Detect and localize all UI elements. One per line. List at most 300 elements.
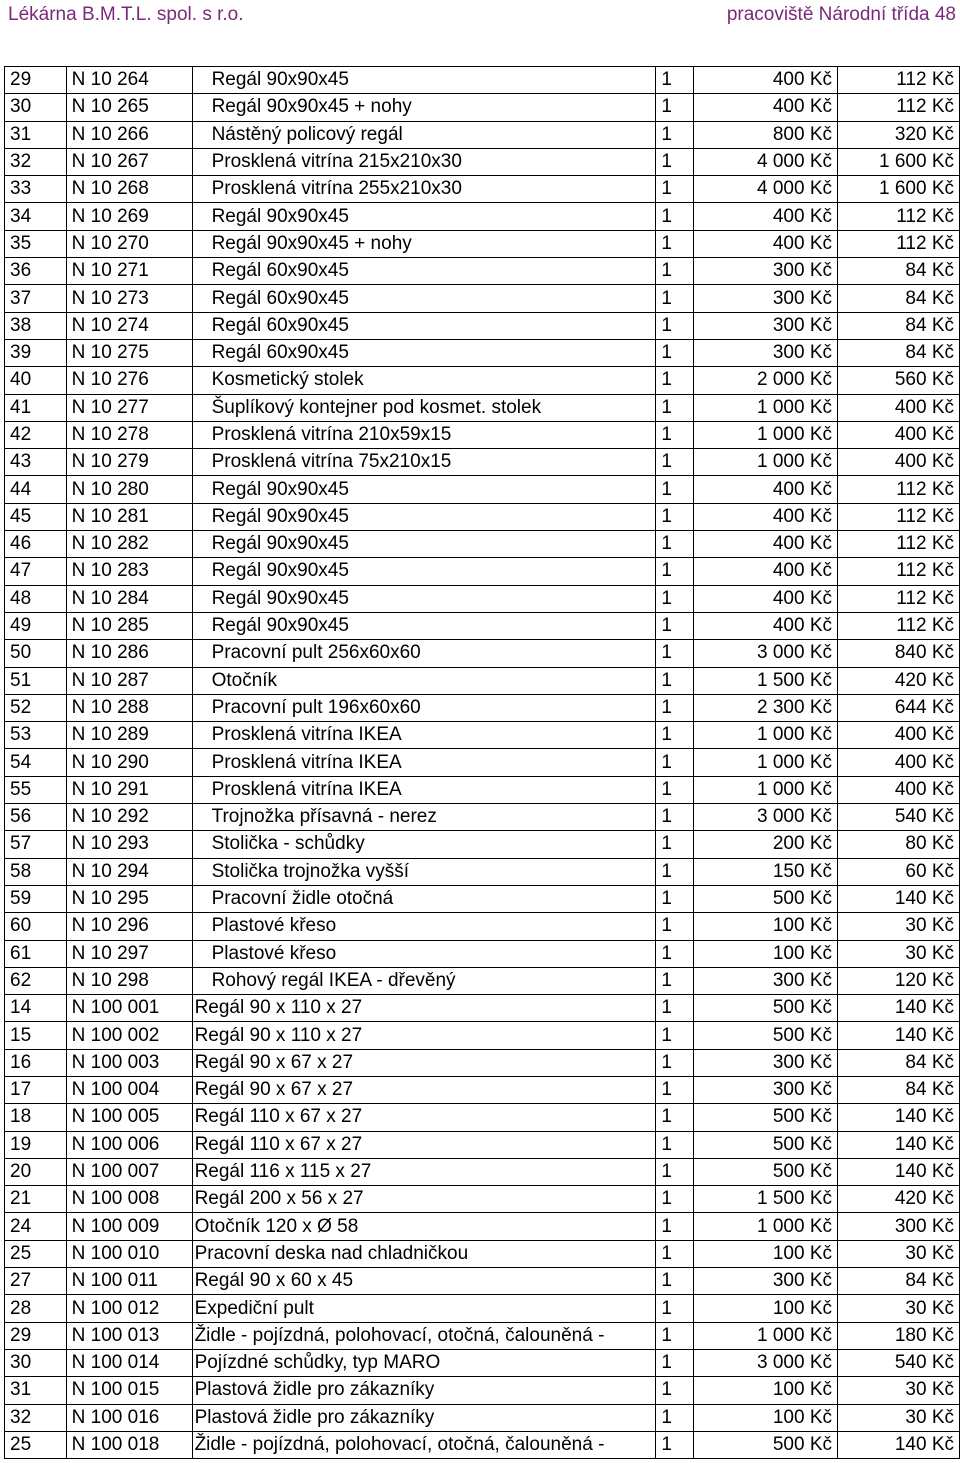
row-number: 39	[5, 339, 67, 366]
item-total: 112 Kč	[838, 67, 960, 94]
item-total: 30 Kč	[838, 1404, 960, 1431]
item-name: Regál 90x90x45	[192, 585, 656, 612]
row-number: 29	[5, 67, 67, 94]
table-row	[5, 94, 960, 121]
inventory-code: N 100 009	[66, 1213, 192, 1240]
row-number: 50	[5, 640, 67, 667]
table-row	[5, 1076, 960, 1103]
item-quantity: 1	[656, 1431, 693, 1458]
inventory-code: N 100 013	[66, 1322, 192, 1349]
row-number: 58	[5, 858, 67, 885]
inventory-code: N 10 266	[66, 121, 192, 148]
item-name: Otočník 120 x Ø 58	[192, 1213, 656, 1240]
inventory-code: N 100 016	[66, 1404, 192, 1431]
item-price: 300 Kč	[693, 967, 837, 994]
table-row	[5, 1349, 960, 1376]
row-number: 56	[5, 804, 67, 831]
item-quantity: 1	[656, 312, 693, 339]
table-row	[5, 1404, 960, 1431]
item-price: 400 Kč	[693, 476, 837, 503]
item-name: Regál 90x90x45	[192, 558, 656, 585]
item-total: 120 Kč	[838, 967, 960, 994]
item-quantity: 1	[656, 1322, 693, 1349]
item-quantity: 1	[656, 804, 693, 831]
item-price: 100 Kč	[693, 913, 837, 940]
item-name: Regál 116 x 115 x 27	[192, 1158, 656, 1185]
item-quantity: 1	[656, 339, 693, 366]
inventory-code: N 10 286	[66, 640, 192, 667]
item-total: 400 Kč	[838, 394, 960, 421]
item-total: 644 Kč	[838, 694, 960, 721]
item-price: 1 000 Kč	[693, 1322, 837, 1349]
item-price: 100 Kč	[693, 1377, 837, 1404]
row-number: 42	[5, 421, 67, 448]
item-name: Expediční pult	[192, 1295, 656, 1322]
inventory-code: N 10 275	[66, 339, 192, 366]
inventory-code: N 100 001	[66, 995, 192, 1022]
row-number: 21	[5, 1186, 67, 1213]
item-quantity: 1	[656, 421, 693, 448]
inventory-code: N 100 015	[66, 1377, 192, 1404]
inventory-code: N 10 285	[66, 612, 192, 639]
inventory-code: N 10 280	[66, 476, 192, 503]
item-quantity: 1	[656, 1131, 693, 1158]
inventory-code: N 100 004	[66, 1076, 192, 1103]
item-price: 1 000 Kč	[693, 749, 837, 776]
item-name: Pracovní židle otočná	[192, 885, 656, 912]
item-price: 500 Kč	[693, 1158, 837, 1185]
item-price: 300 Kč	[693, 258, 837, 285]
item-total: 60 Kč	[838, 858, 960, 885]
item-quantity: 1	[656, 1240, 693, 1267]
item-quantity: 1	[656, 176, 693, 203]
item-quantity: 1	[656, 585, 693, 612]
item-quantity: 1	[656, 1213, 693, 1240]
item-total: 30 Kč	[838, 1240, 960, 1267]
item-quantity: 1	[656, 1104, 693, 1131]
item-total: 400 Kč	[838, 421, 960, 448]
item-price: 1 000 Kč	[693, 394, 837, 421]
inventory-code: N 10 294	[66, 858, 192, 885]
item-price: 3 000 Kč	[693, 1349, 837, 1376]
item-name: Regál 90x90x45 + nohy	[192, 94, 656, 121]
item-name: Regál 90x90x45	[192, 203, 656, 230]
item-total: 180 Kč	[838, 1322, 960, 1349]
table-row	[5, 531, 960, 558]
row-number: 46	[5, 531, 67, 558]
item-quantity: 1	[656, 367, 693, 394]
table-row	[5, 831, 960, 858]
inventory-code: N 10 278	[66, 421, 192, 448]
row-number: 49	[5, 612, 67, 639]
item-total: 560 Kč	[838, 367, 960, 394]
item-price: 100 Kč	[693, 940, 837, 967]
table-row	[5, 176, 960, 203]
item-quantity: 1	[656, 722, 693, 749]
inventory-code: N 10 265	[66, 94, 192, 121]
item-total: 112 Kč	[838, 612, 960, 639]
inventory-code: N 100 010	[66, 1240, 192, 1267]
item-name: Plastová židle pro zákazníky	[192, 1377, 656, 1404]
row-number: 34	[5, 203, 67, 230]
item-price: 1 000 Kč	[693, 776, 837, 803]
item-total: 30 Kč	[838, 1377, 960, 1404]
row-number: 38	[5, 312, 67, 339]
table-row	[5, 585, 960, 612]
inventory-code: N 10 274	[66, 312, 192, 339]
table-row	[5, 1240, 960, 1267]
table-row	[5, 640, 960, 667]
row-number: 36	[5, 258, 67, 285]
item-name: Trojnožka přísavná - nerez	[192, 804, 656, 831]
inventory-code: N 10 281	[66, 503, 192, 530]
row-number: 55	[5, 776, 67, 803]
row-number: 20	[5, 1158, 67, 1185]
table-row	[5, 1377, 960, 1404]
item-price: 500 Kč	[693, 995, 837, 1022]
table-row	[5, 1268, 960, 1295]
inventory-code: N 10 292	[66, 804, 192, 831]
row-number: 25	[5, 1240, 67, 1267]
item-quantity: 1	[656, 940, 693, 967]
item-price: 300 Kč	[693, 339, 837, 366]
item-total: 420 Kč	[838, 1186, 960, 1213]
item-name: Otočník	[192, 667, 656, 694]
item-total: 112 Kč	[838, 94, 960, 121]
item-quantity: 1	[656, 203, 693, 230]
table-row	[5, 312, 960, 339]
inventory-code: N 100 003	[66, 1049, 192, 1076]
item-name: Regál 90x90x45	[192, 503, 656, 530]
item-price: 100 Kč	[693, 1240, 837, 1267]
inventory-code: N 100 008	[66, 1186, 192, 1213]
item-name: Regál 90 x 60 x 45	[192, 1268, 656, 1295]
item-name: Židle - pojízdná, polohovací, otočná, čalouněná -	[192, 1322, 656, 1349]
item-total: 540 Kč	[838, 1349, 960, 1376]
inventory-code: N 100 006	[66, 1131, 192, 1158]
item-total: 140 Kč	[838, 1022, 960, 1049]
item-price: 500 Kč	[693, 1022, 837, 1049]
page-header	[0, 4, 960, 30]
table-row	[5, 913, 960, 940]
item-total: 140 Kč	[838, 1131, 960, 1158]
item-price: 4 000 Kč	[693, 148, 837, 175]
table-row	[5, 449, 960, 476]
item-name: Regál 110 x 67 x 27	[192, 1104, 656, 1131]
item-quantity: 1	[656, 1404, 693, 1431]
table-row	[5, 148, 960, 175]
item-name: Pracovní pult 256x60x60	[192, 640, 656, 667]
item-price: 1 500 Kč	[693, 667, 837, 694]
item-price: 2 000 Kč	[693, 367, 837, 394]
item-quantity: 1	[656, 449, 693, 476]
inventory-code: N 10 279	[66, 449, 192, 476]
item-total: 112 Kč	[838, 476, 960, 503]
item-total: 112 Kč	[838, 558, 960, 585]
item-quantity: 1	[656, 503, 693, 530]
item-quantity: 1	[656, 285, 693, 312]
item-quantity: 1	[656, 258, 693, 285]
item-name: Prosklená vitrína 75x210x15	[192, 449, 656, 476]
table-row	[5, 394, 960, 421]
item-name: Plastové křeso	[192, 913, 656, 940]
item-name: Regál 60x90x45	[192, 339, 656, 366]
item-quantity: 1	[656, 67, 693, 94]
item-quantity: 1	[656, 230, 693, 257]
item-price: 500 Kč	[693, 1431, 837, 1458]
row-number: 33	[5, 176, 67, 203]
row-number: 35	[5, 230, 67, 257]
item-name: Pracovní deska nad chladničkou	[192, 1240, 656, 1267]
item-total: 400 Kč	[838, 749, 960, 776]
table-row	[5, 285, 960, 312]
item-price: 1 000 Kč	[693, 449, 837, 476]
item-price: 150 Kč	[693, 858, 837, 885]
inventory-code: N 10 282	[66, 531, 192, 558]
row-number: 25	[5, 1431, 67, 1458]
item-price: 3 000 Kč	[693, 804, 837, 831]
item-total: 540 Kč	[838, 804, 960, 831]
item-quantity: 1	[656, 831, 693, 858]
inventory-code: N 10 296	[66, 913, 192, 940]
item-price: 300 Kč	[693, 312, 837, 339]
item-name: Regál 90x90x45	[192, 531, 656, 558]
inventory-code: N 10 284	[66, 585, 192, 612]
item-quantity: 1	[656, 885, 693, 912]
item-price: 3 000 Kč	[693, 640, 837, 667]
item-quantity: 1	[656, 394, 693, 421]
item-quantity: 1	[656, 967, 693, 994]
item-total: 84 Kč	[838, 1076, 960, 1103]
item-total: 112 Kč	[838, 503, 960, 530]
item-price: 300 Kč	[693, 1076, 837, 1103]
item-total: 112 Kč	[838, 230, 960, 257]
item-name: Stolička trojnožka vyšší	[192, 858, 656, 885]
item-price: 300 Kč	[693, 1268, 837, 1295]
item-total: 84 Kč	[838, 285, 960, 312]
item-name: Regál 200 x 56 x 27	[192, 1186, 656, 1213]
item-price: 500 Kč	[693, 1131, 837, 1158]
table-row	[5, 995, 960, 1022]
item-total: 1 600 Kč	[838, 148, 960, 175]
inventory-code: N 10 267	[66, 148, 192, 175]
inventory-table-body	[5, 67, 960, 1459]
table-row	[5, 722, 960, 749]
table-row	[5, 1213, 960, 1240]
item-price: 100 Kč	[693, 1295, 837, 1322]
inventory-code: N 100 018	[66, 1431, 192, 1458]
item-total: 112 Kč	[838, 203, 960, 230]
row-number: 18	[5, 1104, 67, 1131]
item-price: 500 Kč	[693, 1104, 837, 1131]
table-row	[5, 503, 960, 530]
item-price: 300 Kč	[693, 1049, 837, 1076]
item-name: Pojízdné schůdky, typ MARO	[192, 1349, 656, 1376]
item-price: 400 Kč	[693, 585, 837, 612]
item-quantity: 1	[656, 558, 693, 585]
item-total: 140 Kč	[838, 1158, 960, 1185]
table-row	[5, 1104, 960, 1131]
table-row	[5, 476, 960, 503]
item-name: Regál 90x90x45	[192, 67, 656, 94]
row-number: 40	[5, 367, 67, 394]
row-number: 61	[5, 940, 67, 967]
item-name: Židle - pojízdná, polohovací, otočná, čalouněná -	[192, 1431, 656, 1458]
item-name: Regál 90 x 67 x 27	[192, 1049, 656, 1076]
item-name: Pracovní pult 196x60x60	[192, 694, 656, 721]
table-row	[5, 1158, 960, 1185]
item-quantity: 1	[656, 1049, 693, 1076]
row-number: 43	[5, 449, 67, 476]
table-row	[5, 694, 960, 721]
item-price: 400 Kč	[693, 203, 837, 230]
item-quantity: 1	[656, 776, 693, 803]
row-number: 28	[5, 1295, 67, 1322]
table-row	[5, 1022, 960, 1049]
item-total: 840 Kč	[838, 640, 960, 667]
inventory-code: N 100 007	[66, 1158, 192, 1185]
item-name: Nástěný policový regál	[192, 121, 656, 148]
inventory-code: N 10 291	[66, 776, 192, 803]
table-row	[5, 1049, 960, 1076]
inventory-code: N 10 268	[66, 176, 192, 203]
item-quantity: 1	[656, 1377, 693, 1404]
item-total: 84 Kč	[838, 339, 960, 366]
item-total: 320 Kč	[838, 121, 960, 148]
item-total: 400 Kč	[838, 722, 960, 749]
row-number: 16	[5, 1049, 67, 1076]
inventory-code: N 100 005	[66, 1104, 192, 1131]
item-quantity: 1	[656, 1186, 693, 1213]
inventory-code: N 10 273	[66, 285, 192, 312]
item-quantity: 1	[656, 1158, 693, 1185]
inventory-code: N 10 269	[66, 203, 192, 230]
item-name: Regál 90x90x45 + nohy	[192, 230, 656, 257]
item-price: 400 Kč	[693, 230, 837, 257]
row-number: 48	[5, 585, 67, 612]
item-total: 140 Kč	[838, 1104, 960, 1131]
item-name: Regál 60x90x45	[192, 258, 656, 285]
item-name: Regál 110 x 67 x 27	[192, 1131, 656, 1158]
item-price: 200 Kč	[693, 831, 837, 858]
row-number: 19	[5, 1131, 67, 1158]
table-row	[5, 421, 960, 448]
row-number: 27	[5, 1268, 67, 1295]
item-total: 80 Kč	[838, 831, 960, 858]
item-name: Prosklená vitrína 215x210x30	[192, 148, 656, 175]
row-number: 31	[5, 1377, 67, 1404]
inventory-code: N 10 288	[66, 694, 192, 721]
table-row	[5, 612, 960, 639]
row-number: 41	[5, 394, 67, 421]
row-number: 57	[5, 831, 67, 858]
table-row	[5, 1322, 960, 1349]
row-number: 32	[5, 1404, 67, 1431]
row-number: 32	[5, 148, 67, 175]
item-price: 300 Kč	[693, 285, 837, 312]
item-quantity: 1	[656, 1268, 693, 1295]
table-row	[5, 804, 960, 831]
inventory-code: N 10 298	[66, 967, 192, 994]
item-quantity: 1	[656, 1076, 693, 1103]
item-name: Plastová židle pro zákazníky	[192, 1404, 656, 1431]
item-name: Prosklená vitrína 255x210x30	[192, 176, 656, 203]
item-price: 1 000 Kč	[693, 1213, 837, 1240]
row-number: 24	[5, 1213, 67, 1240]
item-price: 400 Kč	[693, 503, 837, 530]
item-total: 30 Kč	[838, 1295, 960, 1322]
row-number: 14	[5, 995, 67, 1022]
item-price: 4 000 Kč	[693, 176, 837, 203]
row-number: 30	[5, 1349, 67, 1376]
row-number: 51	[5, 667, 67, 694]
item-price: 800 Kč	[693, 121, 837, 148]
table-row	[5, 1186, 960, 1213]
item-name: Regál 90 x 110 x 27	[192, 995, 656, 1022]
item-quantity: 1	[656, 1022, 693, 1049]
company-name: Lékárna B.M.T.L. spol. s r.o.	[8, 4, 244, 25]
item-name: Stolička - schůdky	[192, 831, 656, 858]
table-row	[5, 776, 960, 803]
inventory-code: N 10 277	[66, 394, 192, 421]
item-name: Prosklená vitrína IKEA	[192, 749, 656, 776]
inventory-code: N 10 297	[66, 940, 192, 967]
table-row	[5, 558, 960, 585]
item-quantity: 1	[656, 121, 693, 148]
table-row	[5, 258, 960, 285]
inventory-code: N 10 293	[66, 831, 192, 858]
inventory-code: N 100 012	[66, 1295, 192, 1322]
item-name: Regál 60x90x45	[192, 285, 656, 312]
item-total: 84 Kč	[838, 1049, 960, 1076]
row-number: 31	[5, 121, 67, 148]
item-price: 500 Kč	[693, 885, 837, 912]
item-name: Prosklená vitrína IKEA	[192, 776, 656, 803]
item-name: Plastové křeso	[192, 940, 656, 967]
item-name: Prosklená vitrína 210x59x15	[192, 421, 656, 448]
item-price: 1 500 Kč	[693, 1186, 837, 1213]
item-total: 1 600 Kč	[838, 176, 960, 203]
inventory-code: N 100 002	[66, 1022, 192, 1049]
item-total: 140 Kč	[838, 1431, 960, 1458]
item-quantity: 1	[656, 995, 693, 1022]
item-name: Prosklená vitrína IKEA	[192, 722, 656, 749]
item-quantity: 1	[656, 1295, 693, 1322]
inventory-code: N 100 014	[66, 1349, 192, 1376]
table-row	[5, 967, 960, 994]
item-quantity: 1	[656, 913, 693, 940]
item-quantity: 1	[656, 94, 693, 121]
item-price: 1 000 Kč	[693, 722, 837, 749]
row-number: 52	[5, 694, 67, 721]
table-row	[5, 1431, 960, 1458]
table-row	[5, 858, 960, 885]
item-price: 400 Kč	[693, 558, 837, 585]
inventory-code: N 10 283	[66, 558, 192, 585]
table-row	[5, 67, 960, 94]
row-number: 37	[5, 285, 67, 312]
item-total: 84 Kč	[838, 258, 960, 285]
table-row	[5, 230, 960, 257]
table-row	[5, 339, 960, 366]
row-number: 47	[5, 558, 67, 585]
row-number: 30	[5, 94, 67, 121]
table-row	[5, 667, 960, 694]
item-total: 112 Kč	[838, 585, 960, 612]
table-row	[5, 885, 960, 912]
table-row	[5, 121, 960, 148]
item-name: Regál 90x90x45	[192, 612, 656, 639]
